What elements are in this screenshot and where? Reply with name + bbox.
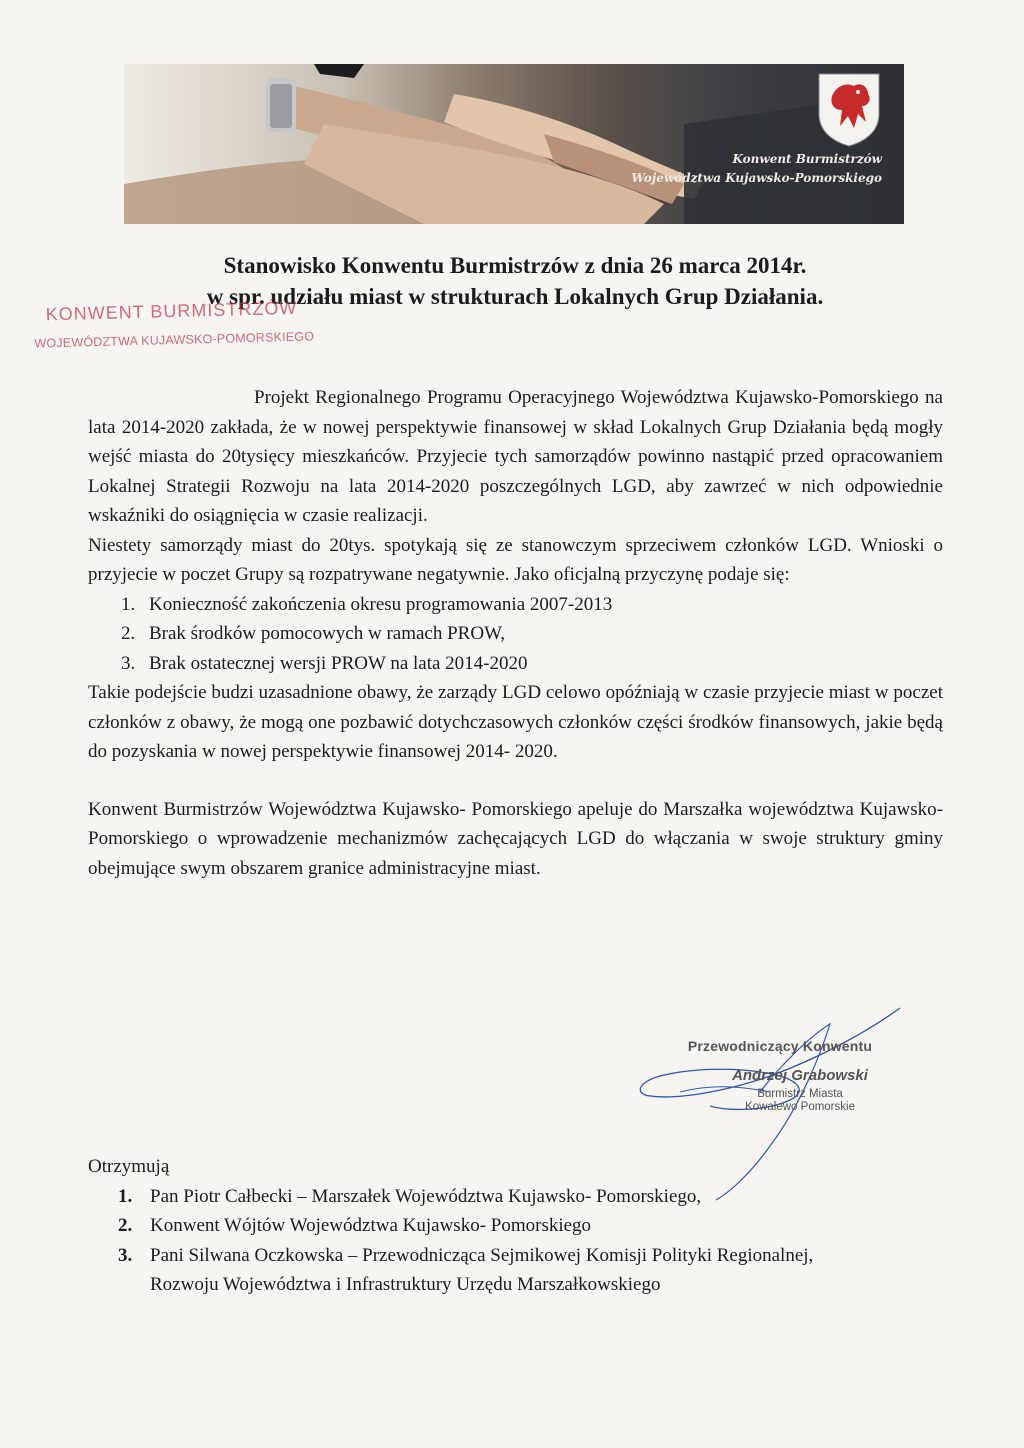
signatory-function-line1: Burmistrz Miasta <box>757 1088 843 1100</box>
reasons-list <box>88 590 943 679</box>
stamp-line2: WOJEWÓDZTWA KUJAWSKO-POMORSKIEGO <box>34 329 315 351</box>
recipients-list <box>88 1182 948 1300</box>
signatory-name: Andrzej Grabowski <box>732 1067 868 1084</box>
paragraph-appeal: Konwent Burmistrzów Województwa Kujawsko- Pomorskiego apeluje do Marszałka województwa Kujawsko- Pomorskiego o wprowadzenie mechanizmów zachęcających LGD do włączania w swoje struktury gminy obejmujące swym obszarem granice administracyjne miast. <box>88 798 943 879</box>
recipients-heading: Otrzymują <box>88 1156 170 1177</box>
paragraph-objection: Niestety samorządy miast do 20tys. spotykają się ze stanowczym sprzeciwem członków LGD. Wnioski o przyjecie w poczet Grupy są rozpatrywane negatywnie. Jako oficjalną przyczynę podaje się: <box>88 534 943 585</box>
title-line1: Stanowisko Konwentu Burmistrzów z dnia 26 marca 2014r. <box>223 253 807 278</box>
banner-title-line1: Konwent Burmistrzów <box>732 152 882 166</box>
signatory-role: Przewodniczący Konwentu <box>687 1038 873 1054</box>
document-body <box>88 383 943 883</box>
signatory-function-line2: Kowalewo Pomorskie <box>745 1101 855 1113</box>
header-banner <box>124 64 904 224</box>
banner-title <box>631 150 882 188</box>
red-stamp <box>33 296 314 352</box>
list-item: 2. Brak środków pomocowych w ramach PROW, <box>121 623 506 644</box>
list-item: 1. Pan Piotr Całbecki – Marszałek Województwa Kujawsko- Pomorskiego, <box>118 1185 702 1207</box>
title-line2: w spr. udziału miast w strukturach Lokalnych Grup Działania. <box>206 284 824 309</box>
banner-title-line2: Województwa Kujawsko-Pomorskiego <box>631 171 882 185</box>
list-item: 3. Brak ostatecznej wersji PROW na lata 2014-2020 <box>121 652 528 674</box>
stamp-line1: KONWENT BURMISTRZÓW <box>45 297 298 325</box>
list-item: 1. Konieczność zakończenia okresu programowania 2007-2013 <box>121 593 613 615</box>
list-item: 3. Pani Silwana Oczkowska – Przewodnicząca Sejmikowej Komisji Polityki Regionalnej, Rozwoju Województwa i Infrastruktury Urzędu Marszałkowskiego <box>118 1244 814 1295</box>
paragraph-project: Projekt Regionalnego Programu Operacyjnego Województwa Kujawsko-Pomorskiego na lata 2014-2020 zakłada, że w nowej perspektywie finansowej w skład Lokalnych Grup Działania będą mogły wejść miasta do 20tysięcy mieszkańców. Przyjecie tych samorządów powinno nastąpić przed opracowaniem Lokalnej Strategii Rozwoju na lata 2014-2020 poszczególnych LGD, aby zawrzeć w nich odpowiednie wskaźniki do osiągnięcia w czasie realizacji. <box>88 387 943 526</box>
list-item: 2. Konwent Wójtów Województwa Kujawsko- Pomorskiego <box>118 1215 592 1236</box>
joined-hands-photo <box>124 64 904 224</box>
paragraph-concern: Takie podejście budzi uzasadnione obawy, że zarządy LGD celowo opóźniają w czasie przyjecie miast w poczet członków z obawy, że mogą one pozbawić dotychczasowych członków części środków finansowych, jakie będą do pozyskania w nowej perspektywie finansowej 2014- 2020. <box>88 682 943 762</box>
signature-block <box>650 1038 910 1114</box>
recipients-section <box>88 1152 948 1300</box>
coat-of-arms-icon <box>814 70 884 148</box>
